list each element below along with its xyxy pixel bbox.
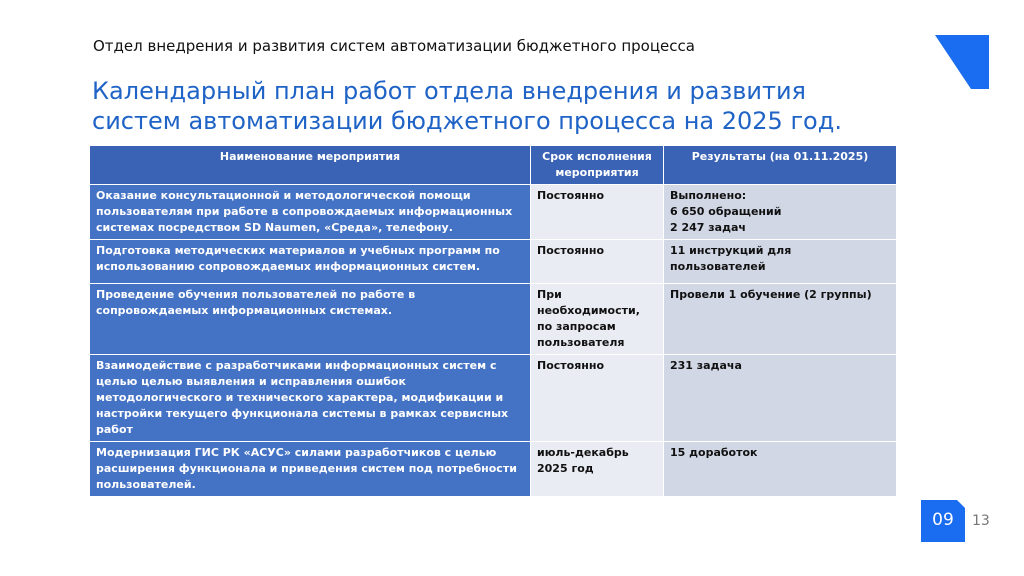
column-header-result: Результаты (на 01.11.2025) bbox=[664, 146, 897, 185]
table-row bbox=[90, 185, 897, 240]
result-cell bbox=[664, 442, 897, 497]
result-line: 15 доработок bbox=[670, 446, 758, 459]
event-cell: Модернизация ГИС РК «АСУС» силами разработчиков с целью расширения функционала и приведения систем под потребности пользователей. bbox=[90, 442, 531, 497]
slide-title bbox=[92, 76, 872, 136]
term-cell: июль-декабрь 2025 год bbox=[531, 442, 664, 497]
column-header-event: Наименование мероприятия bbox=[90, 146, 531, 185]
section-number: 09 bbox=[932, 510, 954, 530]
column-header-term: Срок исполнения мероприятия bbox=[531, 146, 664, 185]
event-cell: Взаимодействие с разработчиками информационных систем с целью целью выявления и исправления ошибок методологического и технического характера, модификации и настройки текущего функционала системы в рамках сервисных работ bbox=[90, 355, 531, 442]
result-line: Выполнено: bbox=[670, 189, 747, 202]
table-header-row bbox=[90, 146, 897, 185]
event-cell: Подготовка методических материалов и учебных программ по использованию сопровождаемых информационных систем. bbox=[90, 240, 531, 284]
term-cell: При необходимости, по запросам пользователя bbox=[531, 284, 664, 355]
result-cell bbox=[664, 284, 897, 355]
department-name: Отдел внедрения и развития систем автоматизации бюджетного процесса bbox=[93, 37, 695, 55]
event-cell: Проведение обучения пользователей по работе в сопровождаемых информационных системах. bbox=[90, 284, 531, 355]
slide-number: 13 bbox=[972, 513, 990, 529]
slide-title-line-2: систем автоматизации бюджетного процесса на 2025 год. bbox=[92, 107, 842, 135]
result-line: 2 247 задач bbox=[670, 221, 746, 234]
term-cell: Постоянно bbox=[531, 355, 664, 442]
table-row bbox=[90, 240, 897, 284]
event-cell: Оказание консультационной и методологической помощи пользователям при работе в сопровождаемых информационных системах посредством SD Naumen, «Среда», телефону. bbox=[90, 185, 531, 240]
result-line: 231 задача bbox=[670, 359, 742, 372]
term-cell: Постоянно bbox=[531, 240, 664, 284]
result-cell bbox=[664, 240, 897, 284]
result-cell bbox=[664, 185, 897, 240]
result-line: Провели 1 обучение (2 группы) bbox=[670, 288, 872, 301]
table-row bbox=[90, 284, 897, 355]
corner-decoration-icon bbox=[935, 35, 989, 89]
table-row bbox=[90, 355, 897, 442]
work-plan-table bbox=[89, 145, 897, 497]
result-line: 6 650 обращений bbox=[670, 205, 782, 218]
term-cell: Постоянно bbox=[531, 185, 664, 240]
result-line: 11 инструкций для пользователей bbox=[670, 244, 792, 273]
table-row bbox=[90, 442, 897, 497]
result-cell bbox=[664, 355, 897, 442]
slide-title-line-1: Календарный план работ отдела внедрения и развития bbox=[92, 77, 806, 105]
